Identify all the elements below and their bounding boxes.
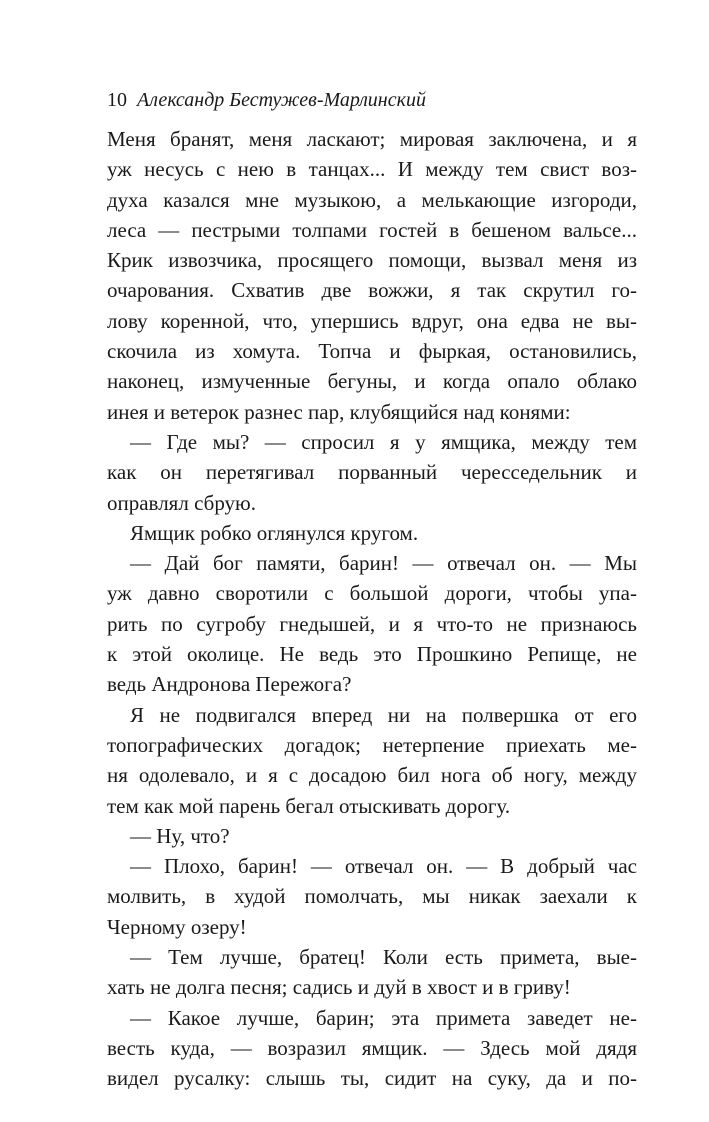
text-line: Я не подвигался вперед ни на полвершка от его xyxy=(130,702,637,727)
text-line: духа казался мне музыкою, а мелькающие изгороди, xyxy=(107,187,637,212)
text-line: — Где мы? — спросил я у ямщика, между тем xyxy=(130,429,637,454)
text-line: — Дай бог памяти, барин! — отвечал он. — Мы xyxy=(130,551,637,576)
text-line: инея и ветерок разнес пар, клубящийся над конями: xyxy=(107,399,571,424)
text-line: Меня бранят, меня ласкают; мировая заключена, и я xyxy=(107,127,637,151)
text-line: — Плохо, барин! — отвечал он. — В добрый час xyxy=(130,854,637,879)
text-line: — Ну, что? xyxy=(130,823,230,848)
text-line: — Тем лучше, братец! Коли есть примета, вые- xyxy=(130,945,637,970)
running-head xyxy=(107,88,426,112)
text-line: ведь Андронова Пережога? xyxy=(107,672,352,697)
text-line: леса — пестрыми толпами гостей в бешеном вальсе... xyxy=(107,217,637,242)
text-line: как он перетягивал порванный чересседельник и xyxy=(107,460,637,485)
text-line: очарования. Схватив две вожжи, я так скрутил го- xyxy=(107,278,637,303)
text-line: Ямщик робко оглянулся кругом. xyxy=(130,520,419,545)
text-line: ня одолевало, и я с досадою бил нога об ногу, между xyxy=(107,763,637,788)
text-line: хать не долга песня; садись и дуй в хвост и в гриву! xyxy=(107,975,571,1000)
author-name: Александр Бестужев-Марлинский xyxy=(137,89,426,111)
text-line: молвить, в худой помолчать, мы никак заехали к xyxy=(107,884,637,909)
text-line: видел русалку: слышь ты, сидит на суку, да и по- xyxy=(107,1066,637,1091)
body-text xyxy=(107,124,637,1094)
text-line: к этой околице. Не ведь это Прошкино Репище, не xyxy=(107,642,637,667)
text-line: скочила из хомута. Топча и фыркая, остановились, xyxy=(107,339,637,364)
text-line: лову коренной, что, упершись вдруг, она едва не вы- xyxy=(107,308,637,333)
text-line: рить по сугробу гнедышей, и я что-то не признаюсь xyxy=(107,611,637,636)
text-line: весть куда, — возразил ямщик. — Здесь мой дядя xyxy=(107,1035,637,1060)
text-line: наконец, измученные бегуны, и когда опало облако xyxy=(107,369,637,394)
text-line: топографических догадок; нетерпение приехать ме- xyxy=(107,732,637,757)
text-line: уж давно своротили с большой дороги, чтобы упа- xyxy=(107,581,637,606)
text-line: тем как мой парень бегал отыскивать дорогу. xyxy=(107,793,511,818)
page-number: 10 xyxy=(107,89,127,111)
text-line: Крик извозчика, просящего помощи, вызвал меня из xyxy=(107,248,637,273)
text-line: уж несусь с нею в танцах... И между тем свист воз- xyxy=(107,157,637,182)
text-line: Черному озеру! xyxy=(107,914,247,939)
text-line: — Какое лучше, барин; эта примета заведет не- xyxy=(130,1005,637,1030)
text-line: оправлял сбрую. xyxy=(107,490,256,515)
